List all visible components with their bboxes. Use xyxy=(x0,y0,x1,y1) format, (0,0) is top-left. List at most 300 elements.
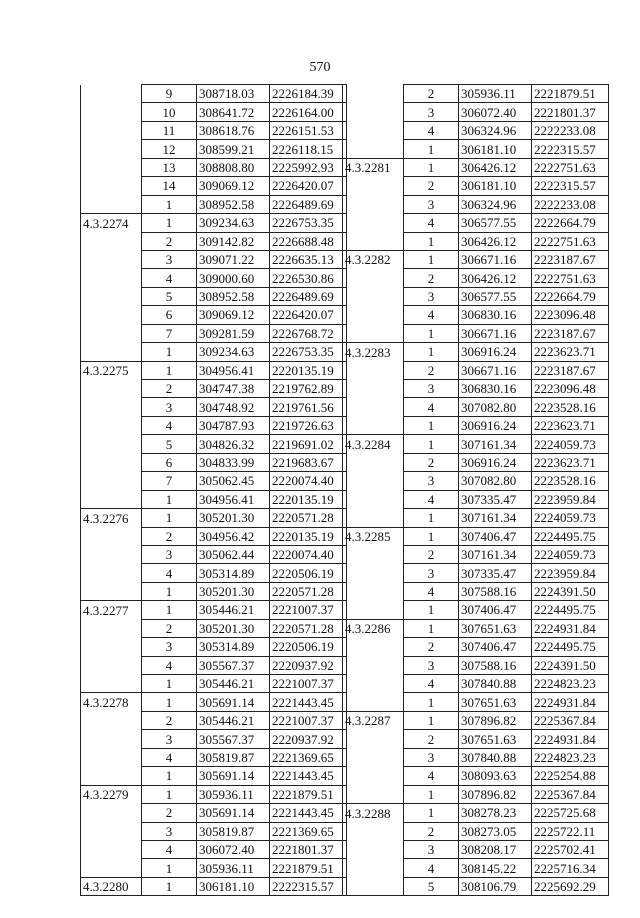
point-cell: 10 xyxy=(142,103,197,121)
y-coordinate-cell: 2222233.08 xyxy=(532,195,609,213)
point-cell: 1 xyxy=(404,324,459,342)
table-row xyxy=(81,380,347,398)
y-coordinate-cell: 2226768.72 xyxy=(270,324,347,342)
y-coordinate-cell: 2222751.63 xyxy=(532,269,609,287)
y-coordinate-cell: 2225367.84 xyxy=(532,785,609,803)
table-row xyxy=(343,324,609,342)
x-coordinate-cell: 307161.34 xyxy=(459,509,532,527)
x-coordinate-cell: 305446.21 xyxy=(197,675,270,693)
point-cell: 1 xyxy=(404,785,459,803)
point-cell: 2 xyxy=(142,711,197,729)
y-coordinate-cell: 2225254.88 xyxy=(532,767,609,785)
table-row xyxy=(81,730,347,748)
x-coordinate-cell: 306426.12 xyxy=(459,269,532,287)
y-coordinate-cell: 2224495.75 xyxy=(532,638,609,656)
y-coordinate-cell: 2220937.92 xyxy=(270,656,347,674)
section-cell: 4.3.2286 xyxy=(343,619,404,637)
table-row xyxy=(81,250,347,268)
table-row xyxy=(81,748,347,766)
y-coordinate-cell: 2222751.63 xyxy=(532,158,609,176)
y-coordinate-cell: 2221879.51 xyxy=(270,785,347,803)
table-row xyxy=(343,472,609,490)
point-cell: 6 xyxy=(142,453,197,471)
section-cell xyxy=(81,306,142,324)
y-coordinate-cell: 2223623.71 xyxy=(532,416,609,434)
x-coordinate-cell: 307651.63 xyxy=(459,693,532,711)
x-coordinate-cell: 306830.16 xyxy=(459,380,532,398)
y-coordinate-cell: 2220571.28 xyxy=(270,582,347,600)
table-row xyxy=(343,748,609,766)
y-coordinate-cell: 2223959.84 xyxy=(532,490,609,508)
x-coordinate-cell: 304787.93 xyxy=(197,416,270,434)
x-coordinate-cell: 306181.10 xyxy=(459,140,532,158)
table-row xyxy=(81,232,347,250)
point-cell: 1 xyxy=(142,361,197,379)
x-coordinate-cell: 304956.42 xyxy=(197,527,270,545)
section-cell xyxy=(81,859,142,877)
point-cell: 1 xyxy=(404,619,459,637)
point-cell: 5 xyxy=(404,877,459,895)
point-cell: 1 xyxy=(142,767,197,785)
section-cell xyxy=(81,619,142,637)
point-cell: 4 xyxy=(404,859,459,877)
table-row xyxy=(343,693,609,711)
section-cell xyxy=(81,398,142,416)
point-cell: 4 xyxy=(142,564,197,582)
point-cell: 1 xyxy=(404,250,459,268)
y-coordinate-cell: 2220135.19 xyxy=(270,361,347,379)
x-coordinate-cell: 307406.47 xyxy=(459,601,532,619)
x-coordinate-cell: 307406.47 xyxy=(459,638,532,656)
x-coordinate-cell: 307161.34 xyxy=(459,545,532,563)
x-coordinate-cell: 306072.40 xyxy=(197,840,270,858)
point-cell: 2 xyxy=(142,527,197,545)
y-coordinate-cell: 2220506.19 xyxy=(270,638,347,656)
x-coordinate-cell: 309234.63 xyxy=(197,343,270,361)
x-coordinate-cell: 309281.59 xyxy=(197,324,270,342)
point-cell: 1 xyxy=(404,232,459,250)
y-coordinate-cell: 2219691.02 xyxy=(270,435,347,453)
table-row xyxy=(81,287,347,305)
point-cell: 1 xyxy=(142,582,197,600)
table-row xyxy=(81,785,347,803)
y-coordinate-cell: 2220074.40 xyxy=(270,545,347,563)
x-coordinate-cell: 305201.30 xyxy=(197,509,270,527)
y-coordinate-cell: 2224059.73 xyxy=(532,509,609,527)
y-coordinate-cell: 2223528.16 xyxy=(532,398,609,416)
y-coordinate-cell: 2225716.34 xyxy=(532,859,609,877)
table-row xyxy=(81,619,347,637)
x-coordinate-cell: 307161.34 xyxy=(459,435,532,453)
section-cell xyxy=(343,121,404,139)
x-coordinate-cell: 307082.80 xyxy=(459,472,532,490)
section-cell xyxy=(343,453,404,471)
point-cell: 1 xyxy=(404,416,459,434)
table-row xyxy=(343,730,609,748)
section-cell xyxy=(81,822,142,840)
y-coordinate-cell: 2226151.53 xyxy=(270,121,347,139)
point-cell: 3 xyxy=(142,398,197,416)
table-row xyxy=(343,545,609,563)
section-cell xyxy=(81,232,142,250)
table-row xyxy=(343,509,609,527)
point-cell: 1 xyxy=(404,140,459,158)
y-coordinate-cell: 2225722.11 xyxy=(532,822,609,840)
section-cell xyxy=(343,730,404,748)
section-cell: 4.3.2275 xyxy=(81,361,142,379)
y-coordinate-cell: 2225992.93 xyxy=(270,158,347,176)
x-coordinate-cell: 306577.55 xyxy=(459,214,532,232)
point-cell: 3 xyxy=(142,250,197,268)
table-row xyxy=(343,158,609,176)
point-cell: 4 xyxy=(404,675,459,693)
x-coordinate-cell: 304956.41 xyxy=(197,361,270,379)
section-cell xyxy=(81,250,142,268)
section-cell xyxy=(81,324,142,342)
table-row xyxy=(343,380,609,398)
table-row xyxy=(81,859,347,877)
point-cell: 1 xyxy=(142,601,197,619)
y-coordinate-cell: 2224823.23 xyxy=(532,748,609,766)
table-row xyxy=(81,582,347,600)
table-row xyxy=(343,564,609,582)
section-cell xyxy=(343,582,404,600)
point-cell: 7 xyxy=(142,324,197,342)
table-row xyxy=(81,103,347,121)
point-cell: 4 xyxy=(142,840,197,858)
x-coordinate-cell: 306072.40 xyxy=(459,103,532,121)
x-coordinate-cell: 307896.82 xyxy=(459,711,532,729)
table-row xyxy=(81,158,347,176)
x-coordinate-cell: 305936.11 xyxy=(197,785,270,803)
table-row xyxy=(81,361,347,379)
table-row xyxy=(81,822,347,840)
y-coordinate-cell: 2225367.84 xyxy=(532,711,609,729)
section-cell: 4.3.2280 xyxy=(81,877,142,895)
y-coordinate-cell: 2221007.37 xyxy=(270,601,347,619)
y-coordinate-cell: 2223096.48 xyxy=(532,380,609,398)
table-row xyxy=(343,121,609,139)
x-coordinate-cell: 307840.88 xyxy=(459,748,532,766)
point-cell: 3 xyxy=(404,195,459,213)
table-row xyxy=(81,306,347,324)
x-coordinate-cell: 305446.21 xyxy=(197,711,270,729)
table-row xyxy=(343,859,609,877)
section-cell xyxy=(81,453,142,471)
point-cell: 2 xyxy=(404,269,459,287)
page-number: 570 xyxy=(309,60,331,75)
section-cell xyxy=(343,822,404,840)
section-cell xyxy=(81,121,142,139)
point-cell: 11 xyxy=(142,121,197,139)
x-coordinate-cell: 305446.21 xyxy=(197,601,270,619)
point-cell: 1 xyxy=(142,859,197,877)
point-cell: 4 xyxy=(404,398,459,416)
y-coordinate-cell: 2223623.71 xyxy=(532,453,609,471)
y-coordinate-cell: 2221443.45 xyxy=(270,767,347,785)
table-row xyxy=(81,343,347,361)
section-cell xyxy=(81,804,142,822)
point-cell: 2 xyxy=(404,453,459,471)
section-cell xyxy=(81,638,142,656)
table-row xyxy=(343,804,609,822)
table-row xyxy=(343,619,609,637)
section-cell xyxy=(343,859,404,877)
y-coordinate-cell: 2223528.16 xyxy=(532,472,609,490)
point-cell: 5 xyxy=(142,435,197,453)
point-cell: 1 xyxy=(142,214,197,232)
section-cell xyxy=(343,767,404,785)
table-row xyxy=(343,435,609,453)
table-row xyxy=(81,121,347,139)
y-coordinate-cell: 2220506.19 xyxy=(270,564,347,582)
point-cell: 2 xyxy=(404,361,459,379)
point-cell: 1 xyxy=(404,804,459,822)
x-coordinate-cell: 306830.16 xyxy=(459,306,532,324)
x-coordinate-cell: 305567.37 xyxy=(197,730,270,748)
section-cell xyxy=(343,398,404,416)
y-coordinate-cell: 2225692.29 xyxy=(532,877,609,895)
section-cell xyxy=(343,287,404,305)
section-cell: 4.3.2276 xyxy=(81,509,142,527)
section-cell xyxy=(343,380,404,398)
y-coordinate-cell: 2219683.67 xyxy=(270,453,347,471)
x-coordinate-cell: 309142.82 xyxy=(197,232,270,250)
point-cell: 3 xyxy=(404,103,459,121)
point-cell: 7 xyxy=(142,472,197,490)
y-coordinate-cell: 2224823.23 xyxy=(532,675,609,693)
section-cell xyxy=(343,675,404,693)
x-coordinate-cell: 306324.96 xyxy=(459,121,532,139)
section-cell xyxy=(81,269,142,287)
y-coordinate-cell: 2221007.37 xyxy=(270,675,347,693)
point-cell: 2 xyxy=(142,232,197,250)
x-coordinate-cell: 306181.10 xyxy=(197,877,270,895)
y-coordinate-cell: 2219762.89 xyxy=(270,380,347,398)
y-coordinate-cell: 2222664.79 xyxy=(532,214,609,232)
x-coordinate-cell: 307651.63 xyxy=(459,619,532,637)
x-coordinate-cell: 309069.12 xyxy=(197,306,270,324)
x-coordinate-cell: 309234.63 xyxy=(197,214,270,232)
x-coordinate-cell: 307588.16 xyxy=(459,582,532,600)
table-row xyxy=(81,177,347,195)
table-row xyxy=(81,840,347,858)
point-cell: 1 xyxy=(404,527,459,545)
x-coordinate-cell: 308718.03 xyxy=(197,85,270,103)
section-cell: 4.3.2279 xyxy=(81,785,142,803)
x-coordinate-cell: 305691.14 xyxy=(197,804,270,822)
x-coordinate-cell: 304747.38 xyxy=(197,380,270,398)
point-cell: 14 xyxy=(142,177,197,195)
x-coordinate-cell: 306577.55 xyxy=(459,287,532,305)
coordinate-table-left xyxy=(80,84,347,896)
table-row xyxy=(81,509,347,527)
section-cell: 4.3.2285 xyxy=(343,527,404,545)
y-coordinate-cell: 2225702.41 xyxy=(532,840,609,858)
section-cell xyxy=(343,490,404,508)
section-cell xyxy=(343,195,404,213)
section-cell xyxy=(81,416,142,434)
section-cell: 4.3.2287 xyxy=(343,711,404,729)
y-coordinate-cell: 2222315.57 xyxy=(532,140,609,158)
table-row xyxy=(343,877,609,895)
y-coordinate-cell: 2223187.67 xyxy=(532,250,609,268)
section-cell xyxy=(343,785,404,803)
y-coordinate-cell: 2220571.28 xyxy=(270,619,347,637)
y-coordinate-cell: 2221879.51 xyxy=(270,859,347,877)
point-cell: 2 xyxy=(404,730,459,748)
y-coordinate-cell: 2223959.84 xyxy=(532,564,609,582)
table-row xyxy=(81,490,347,508)
table-row xyxy=(81,195,347,213)
y-coordinate-cell: 2226489.69 xyxy=(270,287,347,305)
point-cell: 4 xyxy=(142,748,197,766)
section-cell xyxy=(81,195,142,213)
point-cell: 3 xyxy=(404,287,459,305)
point-cell: 4 xyxy=(142,656,197,674)
table-row xyxy=(81,435,347,453)
point-cell: 1 xyxy=(142,785,197,803)
y-coordinate-cell: 2223623.71 xyxy=(532,343,609,361)
table-row xyxy=(81,564,347,582)
table-row xyxy=(81,453,347,471)
section-cell xyxy=(81,435,142,453)
coordinate-table-right xyxy=(342,84,609,896)
x-coordinate-cell: 307335.47 xyxy=(459,490,532,508)
table-row xyxy=(343,675,609,693)
table-row xyxy=(343,398,609,416)
x-coordinate-cell: 308952.58 xyxy=(197,195,270,213)
y-coordinate-cell: 2226118.15 xyxy=(270,140,347,158)
point-cell: 3 xyxy=(404,748,459,766)
y-coordinate-cell: 2224931.84 xyxy=(532,730,609,748)
section-cell: 4.3.2278 xyxy=(81,693,142,711)
table-row xyxy=(81,214,347,232)
point-cell: 5 xyxy=(142,287,197,305)
y-coordinate-cell: 2221879.51 xyxy=(532,85,609,103)
y-coordinate-cell: 2221443.45 xyxy=(270,804,347,822)
x-coordinate-cell: 309000.60 xyxy=(197,269,270,287)
table-row xyxy=(343,582,609,600)
section-cell xyxy=(81,158,142,176)
point-cell: 1 xyxy=(142,509,197,527)
point-cell: 1 xyxy=(142,343,197,361)
point-cell: 4 xyxy=(404,214,459,232)
section-cell: 4.3.2277 xyxy=(81,601,142,619)
table-row xyxy=(343,269,609,287)
table-row xyxy=(343,638,609,656)
table-row xyxy=(343,232,609,250)
table-row xyxy=(81,472,347,490)
section-cell xyxy=(81,343,142,361)
point-cell: 1 xyxy=(142,195,197,213)
y-coordinate-cell: 2222751.63 xyxy=(532,232,609,250)
y-coordinate-cell: 2219726.63 xyxy=(270,416,347,434)
table-row xyxy=(81,416,347,434)
x-coordinate-cell: 307406.47 xyxy=(459,527,532,545)
section-cell xyxy=(81,582,142,600)
section-cell xyxy=(81,767,142,785)
point-cell: 1 xyxy=(404,711,459,729)
x-coordinate-cell: 308641.72 xyxy=(197,103,270,121)
section-cell xyxy=(343,545,404,563)
x-coordinate-cell: 307896.82 xyxy=(459,785,532,803)
point-cell: 4 xyxy=(404,767,459,785)
y-coordinate-cell: 2221801.37 xyxy=(532,103,609,121)
section-cell xyxy=(81,711,142,729)
y-coordinate-cell: 2223096.48 xyxy=(532,306,609,324)
point-cell: 1 xyxy=(404,601,459,619)
y-coordinate-cell: 2223187.67 xyxy=(532,361,609,379)
x-coordinate-cell: 306916.24 xyxy=(459,453,532,471)
x-coordinate-cell: 306426.12 xyxy=(459,232,532,250)
point-cell: 1 xyxy=(142,693,197,711)
x-coordinate-cell: 306426.12 xyxy=(459,158,532,176)
point-cell: 4 xyxy=(404,582,459,600)
y-coordinate-cell: 2222315.57 xyxy=(532,177,609,195)
y-coordinate-cell: 2224391.50 xyxy=(532,656,609,674)
section-cell xyxy=(81,472,142,490)
section-cell xyxy=(343,748,404,766)
section-cell xyxy=(81,545,142,563)
table-row xyxy=(81,269,347,287)
x-coordinate-cell: 308278.23 xyxy=(459,804,532,822)
y-coordinate-cell: 2225725.68 xyxy=(532,804,609,822)
point-cell: 2 xyxy=(142,619,197,637)
x-coordinate-cell: 308618.76 xyxy=(197,121,270,139)
y-coordinate-cell: 2224495.75 xyxy=(532,601,609,619)
section-cell xyxy=(343,214,404,232)
y-coordinate-cell: 2226164.00 xyxy=(270,103,347,121)
table-row xyxy=(343,287,609,305)
table-row xyxy=(81,638,347,656)
section-cell xyxy=(343,472,404,490)
section-cell: 4.3.2281 xyxy=(343,158,404,176)
point-cell: 6 xyxy=(142,306,197,324)
table-row xyxy=(343,343,609,361)
section-cell xyxy=(81,490,142,508)
section-cell xyxy=(343,177,404,195)
point-cell: 4 xyxy=(404,490,459,508)
x-coordinate-cell: 307651.63 xyxy=(459,730,532,748)
table-row xyxy=(343,103,609,121)
x-coordinate-cell: 305691.14 xyxy=(197,767,270,785)
table-row xyxy=(81,324,347,342)
point-cell: 1 xyxy=(404,435,459,453)
point-cell: 1 xyxy=(142,490,197,508)
section-cell xyxy=(81,85,142,103)
point-cell: 2 xyxy=(142,804,197,822)
y-coordinate-cell: 2220571.28 xyxy=(270,509,347,527)
table-row xyxy=(81,601,347,619)
x-coordinate-cell: 305314.89 xyxy=(197,564,270,582)
table-row xyxy=(343,656,609,674)
x-coordinate-cell: 306671.16 xyxy=(459,361,532,379)
section-cell xyxy=(343,232,404,250)
point-cell: 3 xyxy=(404,564,459,582)
y-coordinate-cell: 2223187.67 xyxy=(532,324,609,342)
section-cell xyxy=(343,103,404,121)
section-cell xyxy=(343,324,404,342)
point-cell: 3 xyxy=(142,822,197,840)
x-coordinate-cell: 308106.79 xyxy=(459,877,532,895)
x-coordinate-cell: 308093.63 xyxy=(459,767,532,785)
x-coordinate-cell: 308208.17 xyxy=(459,840,532,858)
x-coordinate-cell: 304956.41 xyxy=(197,490,270,508)
y-coordinate-cell: 2224391.50 xyxy=(532,582,609,600)
table-row xyxy=(343,306,609,324)
table-row xyxy=(343,361,609,379)
